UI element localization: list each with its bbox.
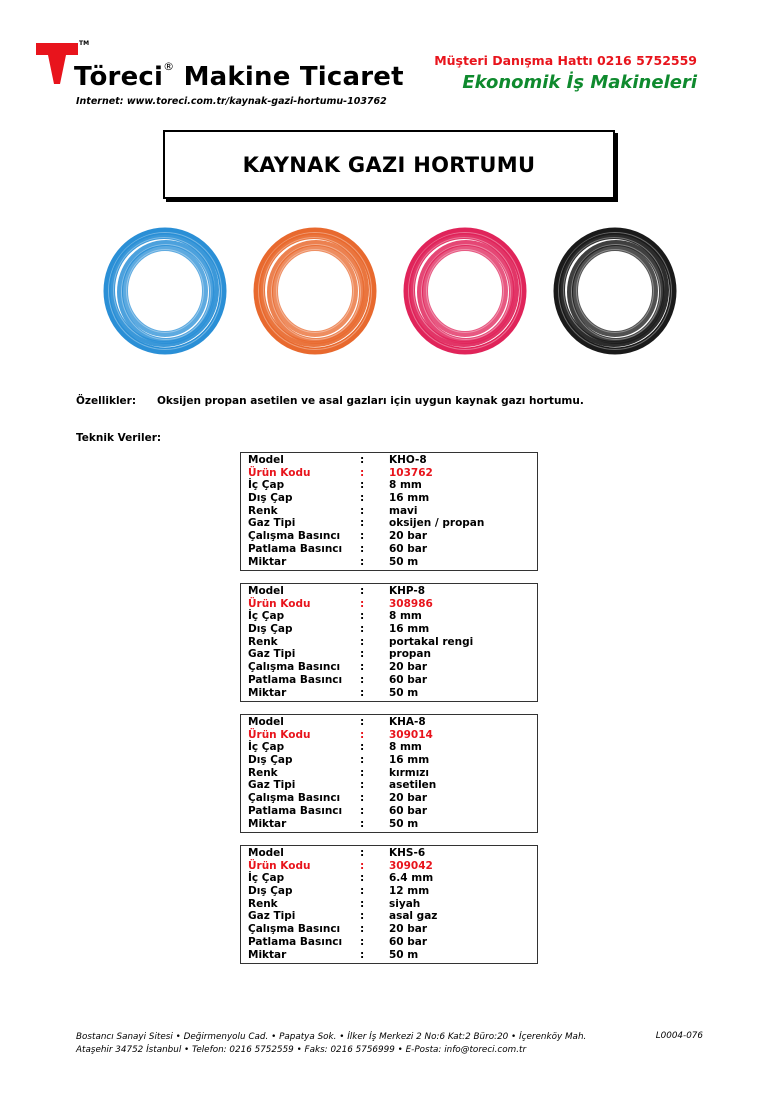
spec-key: Dış Çap [248,754,293,767]
spec-colon: : [360,504,365,517]
spec-row [241,779,537,792]
product-url[interactable]: Internet: www.toreci.com.tr/kaynak-gazi-hortumu-103762 [76,96,387,107]
spec-colon: : [360,817,365,830]
spec-row [241,818,537,831]
spec-colon: : [360,754,365,767]
spec-key: Miktar [248,948,287,961]
spec-key: Renk [248,504,278,517]
spec-value: 16 mm [389,754,430,767]
spec-row [241,687,537,700]
spec-value: siyah [389,897,421,910]
spec-value: 20 bar [389,530,428,543]
spec-key: Gaz Tipi [248,779,296,792]
spec-value: 50 m [389,948,419,961]
spec-colon: : [360,673,365,686]
spec-value: 20 bar [389,661,428,674]
spec-value: 308986 [389,597,433,610]
spec-value: 60 bar [389,673,428,686]
red-hose-coil-icon [390,215,540,365]
spec-row [241,674,537,687]
footer-line-2: Ataşehir 34752 İstanbul • Telefon: 0216 5752559 • Faks: 0216 5756999 • E-Posta: info@toreci.com.tr [76,1044,527,1055]
product-photos [90,215,690,365]
spec-row [241,623,537,636]
footer-line-1: Bostancı Sanayi Sitesi • Değirmenyolu Cad. • Papatya Sok. • İlker İş Merkezi 2 No:6 Kat:2 Büro:20 • İçerenköy Mah. [76,1032,587,1042]
spec-colon: : [360,779,365,792]
spec-row [241,716,537,729]
spec-colon: : [360,466,365,479]
slogan: Ekonomik İş Makineleri [462,72,697,93]
spec-colon: : [360,661,365,674]
spec-row [241,585,537,598]
spec-value: asetilen [389,779,437,792]
blue-hose-coil-icon [90,215,240,365]
spec-value: 6.4 mm [389,872,434,885]
spec-value: portakal rengi [389,635,474,648]
customer-hotline: Müşteri Danışma Hattı 0216 5752559 [434,53,697,68]
features-label: Özellikler: [76,395,137,407]
spec-value: 16 mm [389,623,430,636]
spec-colon: : [360,923,365,936]
spec-key: Çalışma Basıncı [248,530,341,543]
spec-row [241,543,537,556]
spec-value: 20 bar [389,923,428,936]
features-text: Oksijen propan asetilen ve asal gazları için uygun kaynak gazı hortumu. [157,395,584,407]
spec-key: Dış Çap [248,492,293,505]
spec-key: Miktar [248,686,287,699]
spec-row [241,610,537,623]
spec-key: Miktar [248,817,287,830]
spec-value: asal gaz [389,910,438,923]
spec-table [240,452,538,571]
spec-row [241,492,537,505]
spec-colon: : [360,686,365,699]
spec-colon: : [360,635,365,648]
spec-row [241,530,537,543]
spec-value: 12 mm [389,885,430,898]
spec-key: Dış Çap [248,885,293,898]
company-suffix: Makine Ticaret [183,62,404,92]
spec-value: 50 m [389,555,419,568]
spec-row [241,467,537,480]
spec-row [241,923,537,936]
spec-value: 8 mm [389,479,422,492]
spec-colon: : [360,728,365,741]
spec-key: İç Çap [248,872,285,885]
spec-colon: : [360,897,365,910]
spec-colon: : [360,804,365,817]
spec-value: 103762 [389,466,433,479]
spec-key: Gaz Tipi [248,648,296,661]
spec-value: 309042 [389,859,433,872]
spec-value: kırmızı [389,766,430,779]
spec-row [241,767,537,780]
spec-value: 60 bar [389,542,428,555]
spec-colon: : [360,847,365,859]
spec-row [241,898,537,911]
document-number: L0004-076 [655,1031,703,1041]
spec-colon: : [360,859,365,872]
spec-row [241,598,537,611]
spec-colon: : [360,623,365,636]
spec-key: Gaz Tipi [248,910,296,923]
spec-table [240,583,538,702]
spec-value: KHS-6 [389,847,426,859]
spec-colon: : [360,716,365,728]
spec-colon: : [360,517,365,530]
spec-row [241,847,537,860]
spec-colon: : [360,741,365,754]
spec-colon: : [360,885,365,898]
spec-colon: : [360,479,365,492]
spec-table [240,714,538,833]
spec-key: Patlama Basıncı [248,804,343,817]
spec-row [241,885,537,898]
spec-row [241,729,537,742]
spec-row [241,741,537,754]
spec-colon: : [360,872,365,885]
spec-row [241,754,537,767]
spec-row [241,910,537,923]
spec-row [241,517,537,530]
spec-row [241,860,537,873]
spec-value: 50 m [389,686,419,699]
spec-colon: : [360,492,365,505]
spec-key: Ürün Kodu [248,597,311,610]
spec-row [241,872,537,885]
spec-colon: : [360,766,365,779]
spec-value: 60 bar [389,804,428,817]
spec-colon: : [360,597,365,610]
spec-value: 8 mm [389,741,422,754]
spec-key: Gaz Tipi [248,517,296,530]
spec-table [240,845,538,964]
spec-value: 60 bar [389,935,428,948]
spec-key: Miktar [248,555,287,568]
spec-colon: : [360,648,365,661]
spec-key: Model [248,847,284,859]
spec-value: 50 m [389,817,419,830]
black-hose-coil-icon [540,215,690,365]
page-title: KAYNAK GAZI HORTUMU [242,152,536,177]
spec-row [241,936,537,949]
spec-row [241,454,537,467]
spec-colon: : [360,530,365,543]
spec-value: KHA-8 [389,716,426,728]
spec-key: İç Çap [248,610,285,623]
spec-colon: : [360,935,365,948]
spec-value: KHO-8 [389,454,427,466]
orange-hose-coil-icon [240,215,390,365]
registered-mark: ® [163,60,175,73]
spec-colon: : [360,454,365,466]
spec-colon: : [360,610,365,623]
spec-key: Çalışma Basıncı [248,792,341,805]
spec-key: Çalışma Basıncı [248,923,341,936]
spec-row [241,949,537,962]
spec-value: 8 mm [389,610,422,623]
spec-key: Model [248,454,284,466]
spec-key: Renk [248,766,278,779]
spec-key: Model [248,585,284,597]
spec-colon: : [360,948,365,961]
spec-row [241,792,537,805]
spec-key: Ürün Kodu [248,859,311,872]
spec-key: Ürün Kodu [248,728,311,741]
spec-colon: : [360,585,365,597]
spec-row [241,479,537,492]
spec-key: Patlama Basıncı [248,542,343,555]
spec-row [241,805,537,818]
spec-row [241,648,537,661]
spec-key: Ürün Kodu [248,466,311,479]
spec-key: İç Çap [248,479,285,492]
spec-value: 309014 [389,728,433,741]
spec-value: mavi [389,504,418,517]
spec-colon: : [360,555,365,568]
trademark-mark: TM [79,40,90,47]
spec-colon: : [360,542,365,555]
spec-value: propan [389,648,431,661]
spec-value: KHP-8 [389,585,426,597]
spec-value: 20 bar [389,792,428,805]
spec-key: Renk [248,635,278,648]
spec-row [241,556,537,569]
company-brand: Töreci [74,62,164,92]
spec-key: Patlama Basıncı [248,673,343,686]
spec-row [241,636,537,649]
spec-colon: : [360,792,365,805]
spec-key: Dış Çap [248,623,293,636]
spec-key: Model [248,716,284,728]
technical-data-label: Teknik Veriler: [76,432,162,444]
spec-key: Patlama Basıncı [248,935,343,948]
spec-row [241,505,537,518]
company-name [74,62,404,92]
spec-value: 16 mm [389,492,430,505]
footer-address [76,1031,586,1056]
spec-key: Çalışma Basıncı [248,661,341,674]
title-box [163,130,615,199]
spec-key: Renk [248,897,278,910]
spec-key: İç Çap [248,741,285,754]
spec-value: oksijen / propan [389,517,485,530]
spec-row [241,661,537,674]
spec-colon: : [360,910,365,923]
